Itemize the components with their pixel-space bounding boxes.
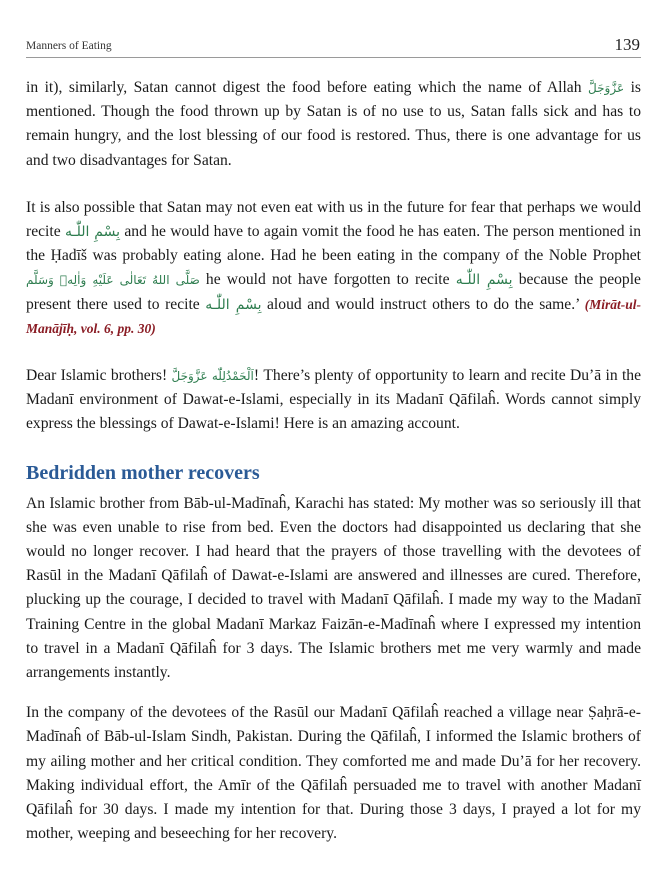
paragraph-3-text-b: ! There’s plenty of opportunity to learn and recite Du’ā in the Madanī environment of Dawat-e-Islami, especially in its Madanī Qāfilaĥ. Words cannot simply express the blessings of Dawat-e-Islami! Here is an amazing account. bbox=[26, 367, 642, 433]
citation: (Mirāt-ul-Manājīḥ, vol. 6, pp. 30) bbox=[26, 296, 641, 336]
running-title: Manners of Eating bbox=[26, 40, 112, 52]
paragraph-1-text-a: in it), similarly, Satan cannot digest the food before eating which the name of Allah bbox=[26, 79, 582, 96]
paragraph-3-text-a: Dear Islamic brothers! bbox=[26, 367, 172, 385]
arabic-bismillah-2: بِسْمِ اللّٰـه bbox=[455, 272, 513, 289]
paragraph-1 bbox=[26, 76, 641, 173]
page-body bbox=[26, 76, 641, 869]
arabic-honorific-allah: عَزَّوَجَلَّ bbox=[588, 81, 625, 95]
header-rule bbox=[26, 57, 641, 58]
paragraph-3 bbox=[26, 364, 641, 437]
arabic-alhamdulillah: اَلْحَمْدُلِلّٰه عَزَّوَجَلَّ bbox=[171, 369, 254, 384]
paragraph-1-text-b: is mentioned. Though the food thrown up by Satan is of no use to us, Satan falls sick and has to remain hungry, and the lost blessing of our food is restored. Thus, there is one advantage for us and two disadvantages for Satan. bbox=[26, 79, 641, 169]
paragraph-2-text-a: It is also possible that Satan may not even eat with us in the future for fear that perhaps we would recite bbox=[26, 198, 641, 241]
paragraph-5: In the company of the devotees of the Rasūl our Madanī Qāfilaĥ reached a village near Ṣaḥrā-e-Madīnaĥ of Bāb-ul-Islam Sindh, Pakistan. During the Qāfilaĥ, I informed the Islamic brothers of my ailing mother and her critical condition. They comforted me and made Du’ā for her recovery. Making individual effort, the Amīr of the Qāfilaĥ persuaded me to travel with another Madanī Qāfilaĥ for 30 days. I made my intention for that. During those 3 days, I prayed a lot for my mother, weeping and beseeching for her recovery. bbox=[26, 704, 641, 843]
paragraph-2-text-e: aloud and would instruct others to do the same.’ bbox=[261, 295, 585, 313]
section-heading: Bedridden mother recovers bbox=[26, 461, 260, 484]
arabic-bismillah-3: بِسْمِ اللّٰـه bbox=[205, 296, 262, 313]
paragraph-2-text-c: he would not have forgotten to recite bbox=[199, 271, 456, 289]
page-number: 139 bbox=[614, 35, 640, 54]
paragraph-4: An Islamic brother from Bāb-ul-Madīnaĥ, Karachi has stated: My mother was so seriously ill that she was even unable to rise from bed. Even the doctors had disappointed us declaring that she would no longer recover. I had heard that the prayers of those travelling with the devotees of Rasūl in the Madanī Qāfilaĥ of Dawat-e-Islami are answered and illnesses are cured. Therefore, plucking up the courage, I decided to travel with Madanī Qāfilaĥ. I made my way to the Madanī Training Centre in the global Madanī Markaz Faizān-e-Madīnaĥ where I expressed my intention to travel in a Madanī Qāfilaĥ for 3 days. The Islamic brothers met me very warmly and made arrangements instantly. bbox=[26, 494, 641, 682]
arabic-bismillah-1: بِسْمِ اللّٰـه bbox=[64, 224, 120, 241]
page-header bbox=[26, 36, 641, 58]
arabic-salutation: صَلَّى اللهُ تَعَالٰى عَلَيْهِ وَاٰلِهٖ وَسَلَّم bbox=[26, 273, 200, 288]
paragraph-2-text-b: and he would have to again vomit the food he has eaten. The person mentioned in the Ḥadīš was probably eating alone. Had he been eating in the company of the Noble Prophet bbox=[26, 223, 641, 265]
paragraph-2 bbox=[26, 196, 641, 341]
paragraph-2-text-d: because the people present there used to recite bbox=[26, 271, 641, 313]
